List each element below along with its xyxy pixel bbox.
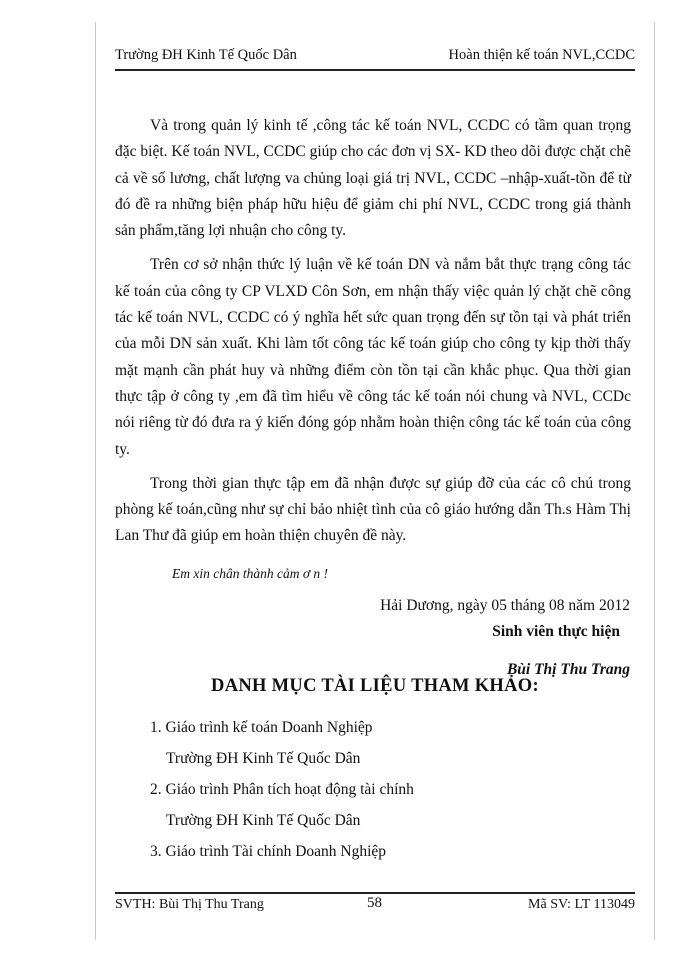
reference-label: 2. Giáo trình Phân tích hoạt động tài chính — [150, 781, 414, 798]
paragraph: Trong thời gian thực tập em đã nhận được sự giúp đỡ của các cô chú trong phòng kế toán,cũng như sự chỉ bảo nhiệt tình của cô giáo hướng dẫn Th.s Hàm Thị Lan Thư đã giúp em hoàn thiện chuyên đề này. — [115, 474, 631, 545]
references-title: DANH MỤC TÀI LIỆU THAM KHẢO: — [211, 676, 539, 696]
reference-label: 3. Giáo trình Tài chính Doanh Nghiệp — [150, 843, 387, 860]
signature-block — [380, 593, 630, 683]
references-list — [150, 712, 414, 867]
signer-role: Sinh viên thực hiện — [492, 623, 620, 640]
page-number: 58 — [367, 895, 382, 911]
paragraph: Trên cơ sở nhận thức lý luận về kế toán DN và nắm bắt thực trạng công tác kế toán của công ty CP VLXD Côn Sơn, em nhận thấy việc quản lý chặt chẽ công tác kế toán NVL, CCDC có ý nghĩa hết sức quan trọng đến sự tồn tại và phát triển của mỗi DN sản xuất. Khi làm tốt công tác kế toán giúp cho công ty kịp thời thấy mặt mạnh cần phát huy và những điểm còn tồn tại cần khắc phục. Qua thời gian thực tập ở công ty ,em đã tìm hiểu về công tác kế toán nói chung và NVL, CCDc nói riêng từ đó đưa ra ý kiến đóng góp nhằm hoàn thiện công tác kế toán của công ty. — [115, 256, 631, 458]
list-item — [150, 836, 414, 867]
body-text — [115, 113, 631, 558]
list-item — [150, 712, 414, 774]
thanks-line: Em xin chân thành cảm ơ n ! — [172, 566, 329, 581]
place-date: Hải Dương, ngày 05 tháng 08 năm 2012 — [380, 597, 630, 614]
paragraph: Và trong quản lý kinh tế ,công tác kế toán NVL, CCDC có tầm quan trọng đặc biệt. Kế toán NVL, CCDC giúp cho các đơn vị SX- KD theo dõi được chặt chẽ cả về số lương, chất lượng va chủng loại giá trị NVL, CCDC –nhập-xuất-tồn để từ đó đề ra những biện pháp hữu hiệu để giảm chi phí NVL, CCDC trong giá thành sản phẩm,tăng lợi nhuận cho công ty. — [115, 117, 631, 240]
reference-institution: Trường ĐH Kinh Tế Quốc Dân — [166, 812, 361, 829]
footer-student: SVTH: Bùi Thị Thu Trang — [115, 897, 264, 912]
reference-label: 1. Giáo trình kế toán Doanh Nghiệp — [150, 719, 373, 736]
reference-institution: Trường ĐH Kinh Tế Quốc Dân — [166, 750, 361, 767]
header-topic: Hoàn thiện kế toán NVL,CCDC — [448, 47, 635, 63]
signer-name: Bùi Thị Thu Trang — [506, 661, 630, 678]
page-header — [115, 47, 635, 71]
page-footer — [115, 892, 635, 919]
footer-student-id: Mã SV: LT 113049 — [528, 897, 635, 912]
header-school: Trường ĐH Kinh Tế Quốc Dân — [115, 47, 297, 63]
list-item — [150, 774, 414, 836]
